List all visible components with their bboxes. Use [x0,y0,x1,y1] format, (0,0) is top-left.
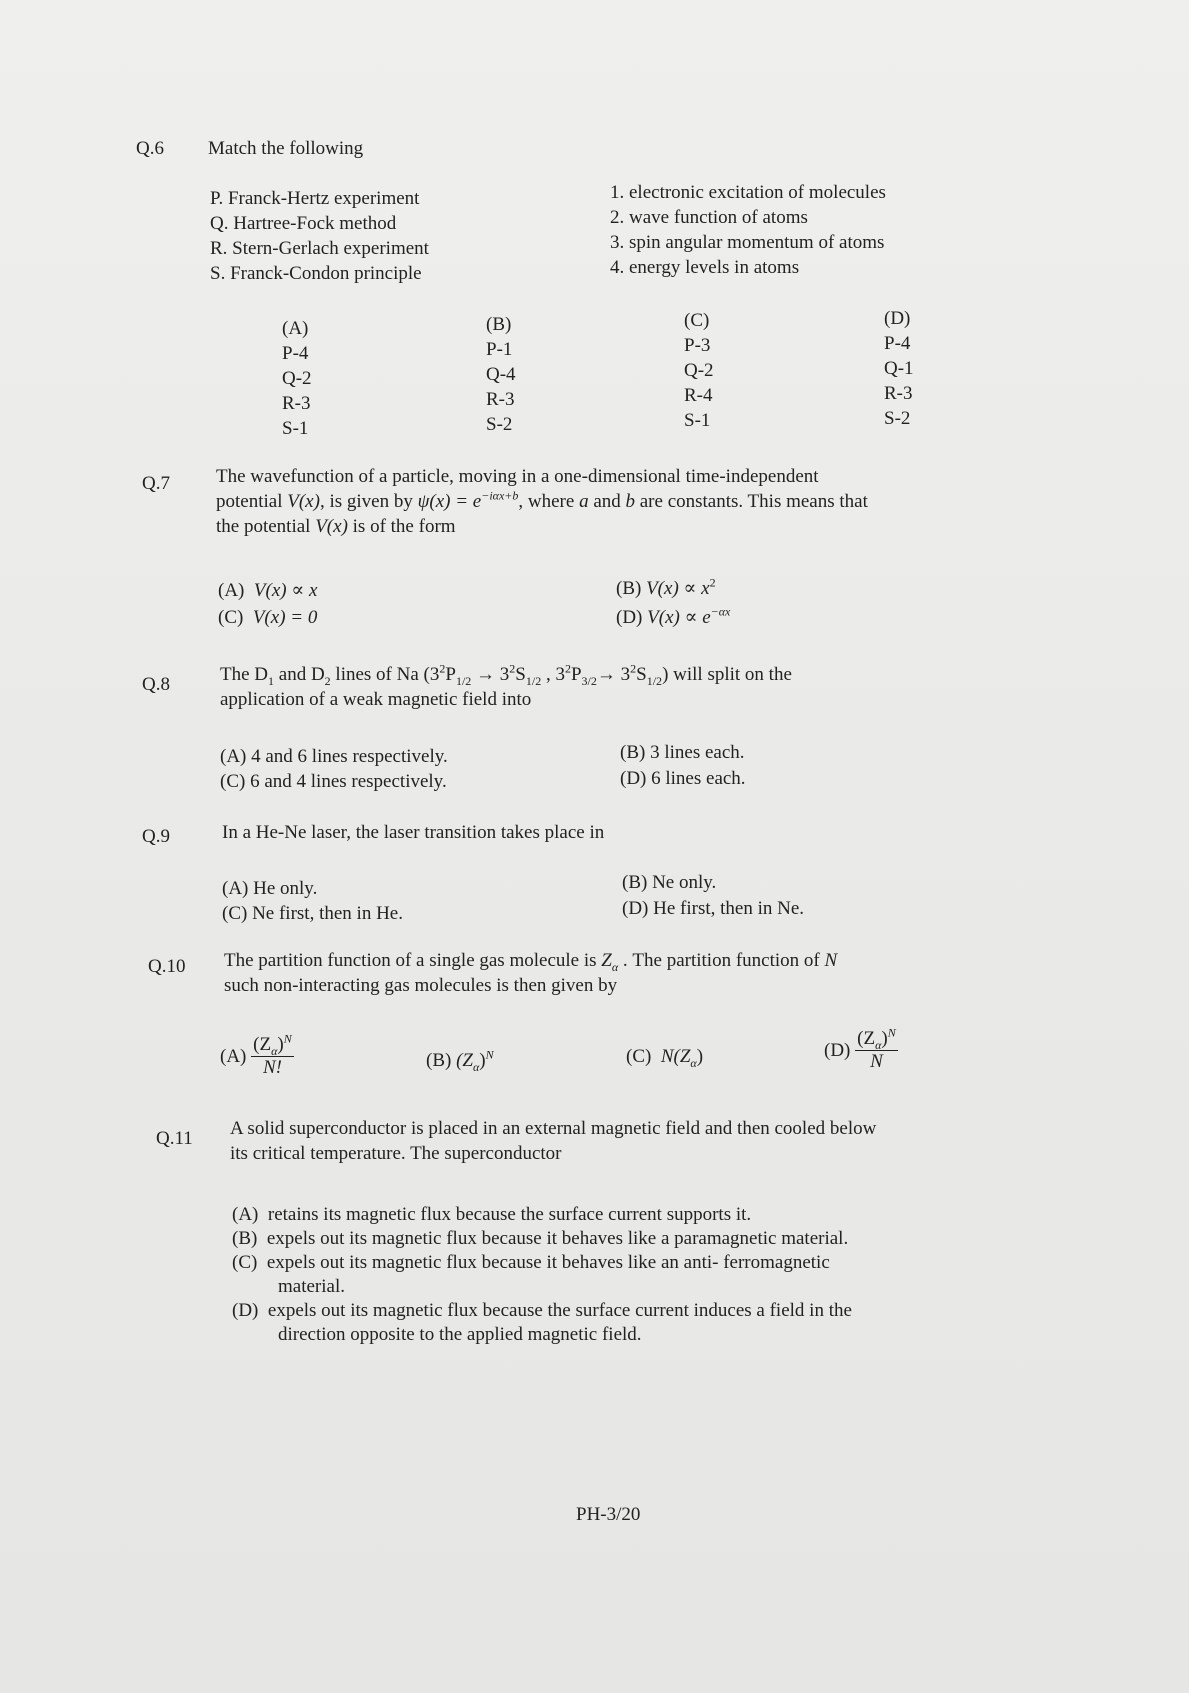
numerator-text: (Z [253,1034,272,1055]
numerator-text: ) [881,1028,888,1049]
option-text: V(x) = 0 [252,607,318,628]
numerator-text: ) [277,1034,284,1055]
subscript: 1 [268,673,275,688]
math-var: b [625,491,635,512]
match-left-item: P. Franck-Hertz experiment [210,188,420,209]
option-b[interactable] [616,576,716,601]
question-6 [136,136,956,446]
match-left-item: Q. Hartree-Fock method [210,213,397,234]
option-label: (C) [626,1046,652,1067]
question-number: Q.8 [142,674,170,695]
option-d-continued: direction opposite to the applied magnetic field. [278,1324,642,1345]
option-text: N(Z [660,1046,691,1067]
option-exponent: 2 [709,575,716,590]
option-row: S-2 [486,414,513,435]
option-text: expels out its magnetic flux because the surface current induces a field in the [267,1300,852,1321]
match-right-item: 1. electronic excitation of molecules [610,182,886,203]
question-stem: Match the following [208,138,364,159]
subscript: 1/2 [455,673,472,688]
stem-text: are constants. This means that [635,491,868,512]
stem-text: ) will split on the [662,664,792,685]
option-text: retains its magnetic flux because the surface current supports it. [267,1204,752,1225]
stem-text: the potential [216,516,316,537]
option-label: (C) [218,607,244,628]
option-a[interactable]: (A) He only. [222,878,318,899]
math-potential: V(x) [315,516,348,537]
option-label: (C) [232,1252,258,1273]
superscript: 2 [630,661,637,676]
option-label: (C) [684,310,710,331]
denominator: N! [262,1057,282,1078]
option-c[interactable]: (C) 6 and 4 lines respectively. [220,771,447,792]
question-10 [148,944,1008,1104]
option-b[interactable] [426,1048,494,1073]
stem-line: A solid superconductor is placed in an external magnetic field and then cooled below [230,1118,877,1139]
option-label: (B) [486,314,512,335]
math-var: a [579,491,589,512]
stem-line: application of a weak magnetic field into [220,689,532,710]
stem-line: its critical temperature. The superconductor [230,1143,562,1164]
option-row: S-1 [282,418,309,439]
stem-text: The D [220,664,269,685]
stem-text: and D [274,664,325,685]
math-wavefunction: ψ(x) = e [417,491,482,512]
question-stem [216,464,988,539]
stem-text: S [515,664,526,685]
stem-line: The wavefunction of a particle, moving in a one-dimensional time-independent [216,466,819,487]
option-text: (Z [456,1050,473,1071]
subscript: 3/2 [581,673,597,688]
option-row: Q-2 [684,360,714,381]
superscript: N [887,1025,896,1040]
stem-text: , is given by [319,491,418,512]
superscript: 2 [564,661,571,676]
option-text: expels out its magnetic flux because it behaves like a paramagnetic material. [266,1228,849,1249]
match-right-item: 3. spin angular momentum of atoms [610,232,885,253]
option-row: P-4 [884,333,911,354]
stem-text: , where [518,491,580,512]
option-row: Q-4 [486,364,516,385]
option-label: (A) [218,580,245,601]
stem-text: P [445,664,456,685]
option-row: P-1 [486,339,513,360]
stem-text: The partition function of a single gas molecule is [224,950,602,971]
stem-text: potential [216,491,288,512]
superscript: N [485,1047,494,1062]
stem-text: and [588,491,626,512]
option-c[interactable] [626,1044,703,1069]
option-d[interactable] [616,605,730,630]
stem-line [216,514,988,539]
option-a[interactable] [220,1031,294,1079]
stem-text: is of the form [347,516,456,537]
option-b[interactable]: (B) Ne only. [622,872,717,893]
question-number: Q.10 [148,956,186,977]
option-label: (A) [232,1204,259,1225]
stem-text: S [636,664,647,685]
stem-text: lines of Na (3 [330,664,440,685]
match-right-item: 4. energy levels in atoms [610,257,800,278]
subscript: 1/2 [525,673,542,688]
question-11 [156,1116,1016,1356]
match-left-item: R. Stern-Gerlach experiment [210,238,429,259]
question-9 [142,818,1002,928]
stem-text: , 3 [541,664,565,685]
match-left-item: S. Franck-Condon principle [210,263,422,284]
option-row: S-1 [684,410,711,431]
option-c[interactable] [232,1250,830,1275]
option-d[interactable] [232,1298,852,1323]
subscript: α [271,1043,278,1058]
option-text: V(x) ∝ x [253,580,318,601]
option-row: S-2 [884,408,911,429]
option-exponent: −αx [710,604,731,619]
option-text: ) [696,1046,704,1067]
option-label: (D) [616,607,643,628]
question-number: Q.6 [136,138,164,159]
superscript: N [283,1031,292,1046]
option-label: (B) [232,1228,258,1249]
subscript: α [611,959,619,974]
math-var: Z [601,950,612,971]
option-label: (B) [426,1050,452,1071]
option-label: (A) [220,1046,247,1067]
option-d[interactable] [824,1025,898,1073]
option-a[interactable] [218,578,317,603]
subscript: α [875,1037,882,1052]
stem-line [224,948,837,973]
option-a[interactable]: (A) 4 and 6 lines respectively. [220,746,448,767]
option-row: R-4 [684,385,713,406]
option-c[interactable]: (C) Ne first, then in He. [222,903,403,924]
numerator-text: (Z [857,1028,876,1049]
superscript: 2 [509,661,516,676]
fraction [855,1025,898,1073]
question-8 [142,660,1002,800]
option-b[interactable] [232,1226,848,1251]
option-d[interactable]: (D) He first, then in Ne. [622,898,805,919]
option-row: R-3 [282,393,311,414]
denominator: N [870,1051,883,1072]
option-c[interactable] [218,605,317,630]
fraction [251,1031,294,1079]
math-var: N [824,950,838,971]
option-label: (D) [884,308,911,329]
subscript: 1/2 [646,673,663,688]
stem-line: such non-interacting gas molecules is then given by [224,975,618,996]
subscript: α [472,1059,480,1074]
stem-line [220,662,792,687]
option-row: R-3 [884,383,913,404]
option-text: V(x) ∝ x [646,578,710,599]
question-7 [142,464,1002,644]
option-label: (D) [232,1300,259,1321]
question-stem: In a He-Ne laser, the laser transition takes place in [222,822,605,843]
option-row: R-3 [486,389,515,410]
stem-text: → 3 [596,664,631,685]
option-b[interactable]: (B) 3 lines each. [620,742,745,763]
question-number: Q.11 [156,1128,193,1149]
option-row: P-4 [282,343,309,364]
option-row: Q-2 [282,368,312,389]
math-exponent: −iαx+b [481,488,519,503]
option-c-continued: material. [278,1276,345,1297]
option-row: P-3 [684,335,711,356]
stem-text: . The partition function of [618,950,825,971]
question-number: Q.7 [142,473,170,494]
option-label: (A) [282,318,309,339]
option-label: (B) [616,578,642,599]
question-stem [224,948,837,998]
option-text: ) [479,1050,486,1071]
question-stem [230,1116,876,1166]
option-text: expels out its magnetic flux because it behaves like an anti- ferromagnetic [266,1252,830,1273]
math-potential: V(x) [287,491,320,512]
match-right-item: 2. wave function of atoms [610,207,808,228]
option-row: Q-1 [884,358,914,379]
page-footer: PH-3/20 [576,1504,641,1525]
option-a[interactable] [232,1202,751,1227]
subscript: α [690,1055,697,1070]
option-d[interactable]: (D) 6 lines each. [620,768,746,789]
question-stem [220,662,792,712]
stem-line [216,489,988,514]
superscript: 2 [439,661,446,676]
option-label: (D) [824,1040,851,1061]
subscript: 2 [324,673,331,688]
stem-text: → 3 [471,664,510,685]
question-number: Q.9 [142,826,170,847]
stem-text: P [570,664,582,685]
option-text: V(x) ∝ e [647,607,711,628]
